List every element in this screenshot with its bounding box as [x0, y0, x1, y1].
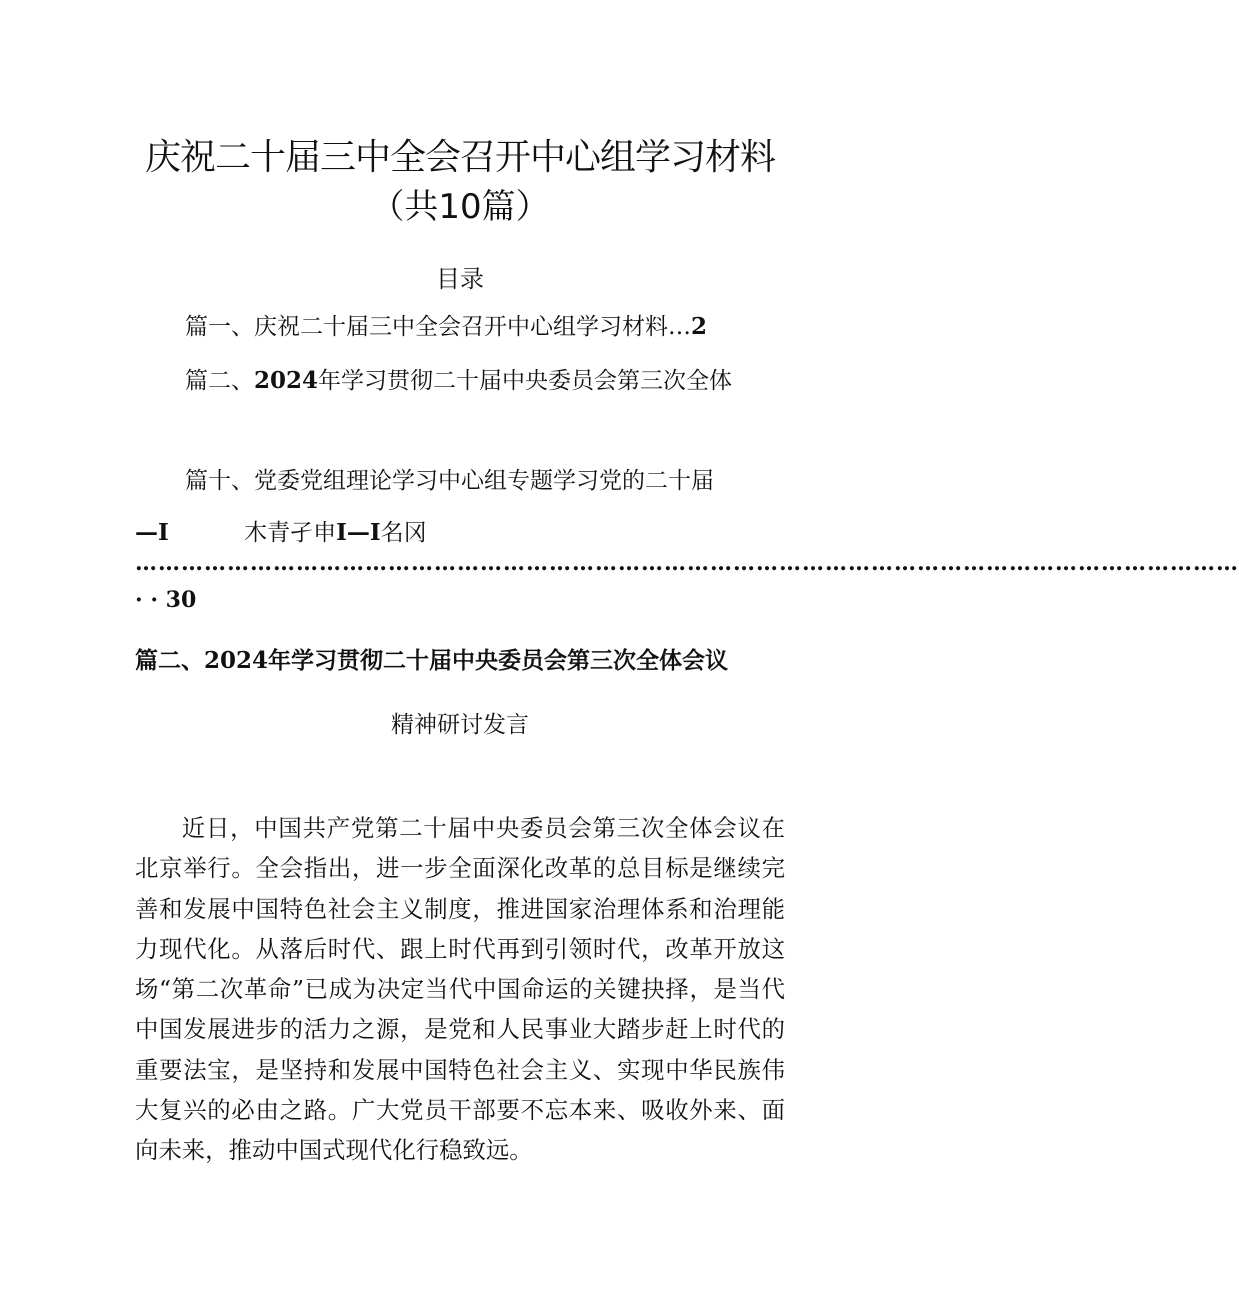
toc-entry-10-text: 篇十、党委党组理论学习中心组专题学习党的二十届 [185, 468, 714, 494]
toc-entry-2-year: 2024 [254, 367, 319, 394]
section-subtitle: 精神研讨发言 [391, 712, 529, 738]
toc-heading: 目录 [436, 265, 484, 293]
toc-entry-2-prefix: 篇二、 [185, 368, 254, 394]
garbled-mark-c: I—I [336, 519, 381, 546]
toc-entry-1-text: 篇一、庆祝二十届三中全会召开中心组学习材料… [185, 314, 691, 340]
body-paragraph: 近日，中国共产党第二十届中央委员会第三次全体会议在北京举行。全会指出，进一步全面深化改革的总目标是继续完善和发展中国特色社会主义制度，推进国家治理体系和治理能力现代化。从落后时代、跟上时代再到引领时代，改革开放这场“第二次革命”已成为决定当代中国命运的关键抉择，是当代中国发展进步的活力之源，是党和人民事业大踏步赶上时代的重要法宝，是坚持和发展中国特色社会主义、实现中华民族伟大复兴的必由之路。广大党员干部要不忘本来、吸收外来、面向未来，推动中国式现代化行稳致远。 [135, 814, 785, 1165]
toc-entry-2-text: 年学习贯彻二十届中央委员会第三次全体 [318, 368, 733, 394]
garbled-mark-a: —I [135, 519, 169, 546]
toc-entry-1-page: 2 [691, 313, 708, 340]
toc-entry-10-continuation [135, 517, 427, 549]
section-title: 篇二、2024年学习贯彻二十届中央委员会第三次全体会议 [135, 647, 729, 674]
toc-leader-dots: ……………………………………………………………………………………………………………………………… [135, 550, 1239, 576]
garbled-text-b: 木青孑申 [244, 520, 337, 546]
toc-entry-2[interactable] [185, 365, 732, 397]
document-subtitle: （共10篇） [370, 187, 550, 227]
toc-entry-10[interactable] [185, 465, 714, 497]
document-title: 庆祝二十届三中全会召开中心组学习材料 [144, 137, 775, 178]
toc-entry-1[interactable] [185, 311, 707, 343]
toc-entry-10-page: · · 30 [135, 587, 197, 613]
garbled-text-d: 名冈 [380, 520, 427, 546]
